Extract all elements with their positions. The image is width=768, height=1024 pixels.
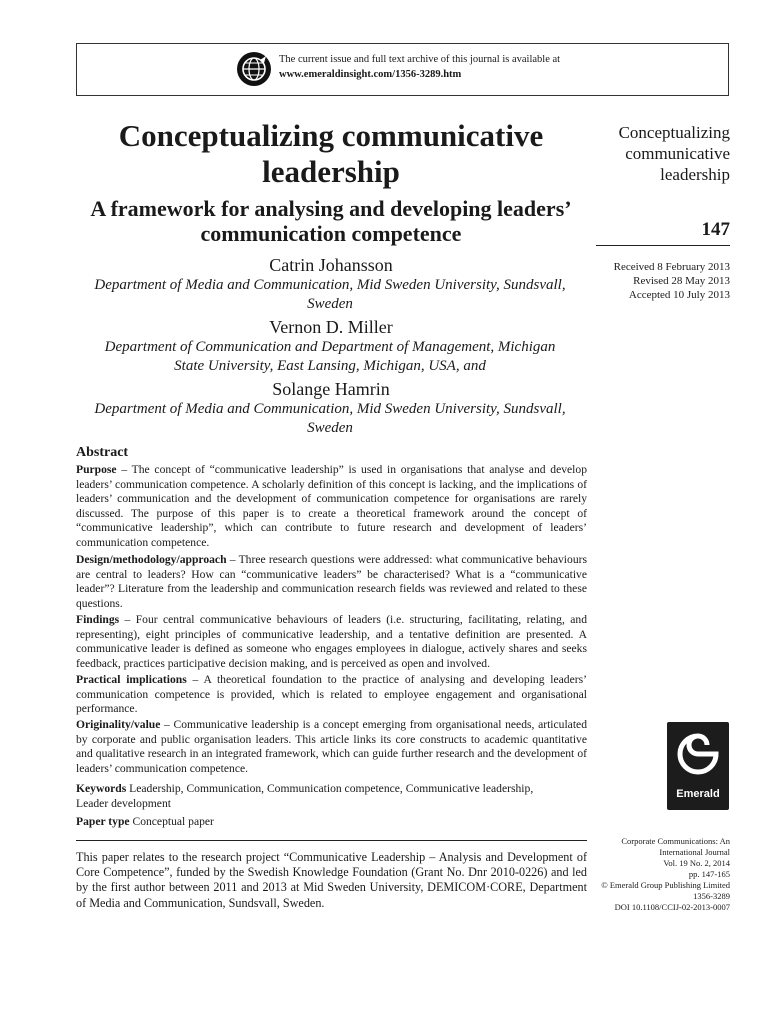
section-label: Keywords [76,782,127,795]
accepted-date: Accepted 10 July 2013 [628,289,730,301]
issn: 1356-3289 [693,891,730,901]
abstract-design [76,553,587,611]
divider [596,245,730,246]
page-number: 147 [701,219,730,240]
abstract-purpose [76,463,587,551]
author-affiliation: Department of Communication and Department of Management, Michigan State University, East Lansing, Michigan, USA, and [104,339,556,374]
section-text: – Communicative leadership is a concept emerging from organisational needs, articulated by corporate and public organisation leaders. This article links its core constructs to academic quantitative and qualitative research in an integrated framework, which can guide further research and the development of leaders’ communication competence. [76,718,587,775]
running-title: Conceptualizing communicative leadership [618,123,730,184]
section-label: Findings [76,613,120,626]
author-name: Catrin Johansson [269,255,393,275]
section-label: Purpose [76,463,117,476]
author-affiliation: Department of Media and Communication, Mid Sweden University, Sundsvall, Sweden [94,277,566,312]
abstract-heading: Abstract [76,445,129,460]
section-label: Design/methodology/approach [76,553,227,566]
author-affiliation: Department of Media and Communication, Mid Sweden University, Sundsvall, Sweden [94,401,566,436]
author-name: Vernon D. Miller [269,317,393,337]
funding-footnote: This paper relates to the research project “Communicative Leadership – Analysis and Development of Core Competence”, funded by the Swedish Knowledge Foundation (Grant No. Dnr 2010-0226) and led by the first author between 2011 and 2013 at Mid Sweden University, DEMICOM·CORE, Department of Media and Communication, Sundsvall, Sweden. [76,850,587,910]
section-label: Paper type [76,815,130,828]
section-label: Practical implications [76,673,187,686]
section-text: – The concept of “communicative leadership” is used in organisations that analyse and develop leaders’ communication competence. A scholarly definition of this concept is lacking, and the implications of leaders’ communication and the development of communication competence for organisations are rarely discussed. The purpose of this paper is to create a theoretical framework around the concept of “communicative leadership”, which can contribute to future research and development of leaders’ communication competence. [76,463,587,549]
section-label: Originality/value [76,718,161,731]
article-subtitle: A framework for analysing and developing leaders’ communication competence [90,196,572,246]
paper-type [76,815,587,830]
availability-text: The current issue and full text archive of this journal is available at [279,54,561,65]
publication-info [596,836,730,913]
journal-availability-box [76,43,729,96]
divider [76,840,587,841]
keywords [76,782,566,811]
article-dates [596,260,730,302]
abstract-practical-implications [76,673,587,717]
section-text: – A theoretical foundation to the practice of analysing and developing leaders’ communication competence is provided, which is related to employee engagement and organisational performance. [76,673,587,716]
emerald-logo-text: Emerald [676,788,720,800]
abstract-findings [76,613,587,671]
copyright: © Emerald Group Publishing Limited [601,880,730,890]
page-range: pp. 147-165 [688,869,730,879]
emerald-globe-icon [237,52,271,86]
article-title: Conceptualizing communicative leadership [118,118,544,189]
section-text: – Three research questions were addressed: what communicative behaviours are central to leaders? How can “communicative leaders” be characterised? What is a “communicative leader”? Literature from the leadership and communication research fields was reviewed and related to these questions. [76,553,587,610]
section-text: – Four central communicative behaviours of leaders (i.e. structuring, facilitating, relating, and representing), eight principles of communicative leadership, and a tentative definition are presented. A communicative leader is defined as someone who engages employees in dialogue, actively shares and seeks feedback, practices participative decision making, and is perceived as open and involved. [76,613,587,670]
section-text: Conceptual paper [129,815,214,828]
received-date: Received 8 February 2013 [613,261,730,273]
revised-date: Revised 28 May 2013 [633,275,730,287]
doi: DOI 10.1108/CCIJ-02-2013-0007 [614,902,730,912]
journal-name: Corporate Communications: An International Journal [621,836,730,857]
author-name: Solange Hamrin [272,379,390,399]
section-text: Leadership, Communication, Communication competence, Communicative leadership, Leader development [76,782,534,810]
journal-url-link[interactable]: www.emeraldinsight.com/1356-3289.htm [279,69,462,80]
abstract-originality [76,718,587,776]
volume-issue: Vol. 19 No. 2, 2014 [663,858,730,868]
emerald-logo [667,722,729,810]
